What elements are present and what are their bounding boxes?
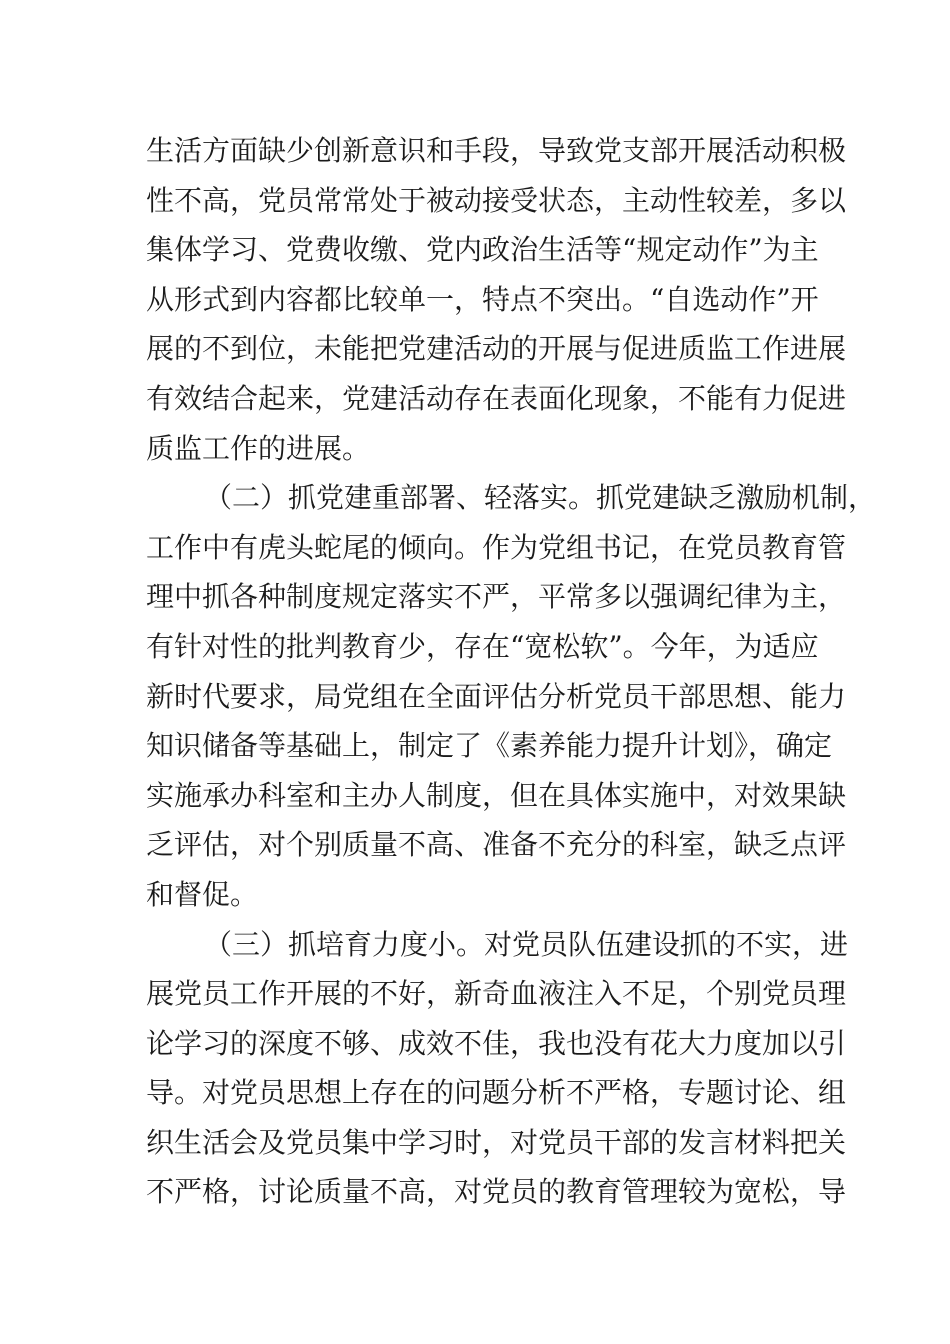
paragraph-1-line-2: 性不高，党员常常处于被动接受状态，主动性较差，多以 [146,183,847,217]
paragraph-3-line-6: 不严格，讨论质量不高，对党员的教育管理较为宽松，导 [146,1175,847,1209]
paragraph-2-line-1: （二）抓党建重部署、轻落实。抓党建缺乏激励机制， [204,481,877,515]
document-body [146,126,877,1217]
paragraph-3-line-3: 论学习的深度不够、成效不佳，我也没有花大力度加以引 [146,1026,847,1060]
paragraph-2-line-6: 知识储备等基础上，制定了《素养能力提升计划》，确定 [146,729,833,763]
paragraph-2-line-3: 理中抓各种制度规定落实不严，平常多以强调纪律为主， [146,580,847,614]
paragraph-2-line-9: 和督促。 [146,877,259,911]
paragraph-1-line-6: 有效结合起来，党建活动存在表面化现象，不能有力促进 [146,381,847,415]
paragraph-1-line-1: 生活方面缺少创新意识和手段，导致党支部开展活动积极 [146,134,847,167]
paragraph-2-line-5: 新时代要求，局党组在全面评估分析党员干部思想、能力 [146,679,847,713]
paragraph-1-line-4: 从形式到内容都比较单一，特点不突出。“自选动作”开 [146,282,819,316]
paragraph-2-line-4: 有针对性的批判教育少，存在“宽松软”。今年，为适应 [146,629,819,663]
paragraph-3-line-5: 织生活会及党员集中学习时，对党员干部的发言材料把关 [146,1125,847,1159]
paragraph-3-line-1: （三）抓培育力度小。对党员队伍建设抓的不实，进 [204,927,849,961]
paragraph-2-line-7: 实施承办科室和主办人制度，但在具体实施中，对效果缺 [146,778,847,812]
paragraph-1-line-7: 质监工作的进展。 [146,431,371,465]
paragraph-3-line-2: 展党员工作开展的不好，新奇血液注入不足，个别党员理 [146,977,847,1011]
paragraph-3-line-4: 导。对党员思想上存在的问题分析不严格，专题讨论、组 [146,1076,847,1110]
paragraph-2-line-2: 工作中有虎头蛇尾的倾向。作为党组书记，在党员教育管 [146,530,847,564]
paragraph-1-line-5: 展的不到位，未能把党建活动的开展与促进质监工作进展 [146,332,847,366]
paragraph-1-line-3: 集体学习、党费收缴、党内政治生活等“规定动作”为主 [146,233,819,267]
paragraph-2-line-8: 乏评估，对个别质量不高、准备不充分的科室，缺乏点评 [146,828,847,862]
